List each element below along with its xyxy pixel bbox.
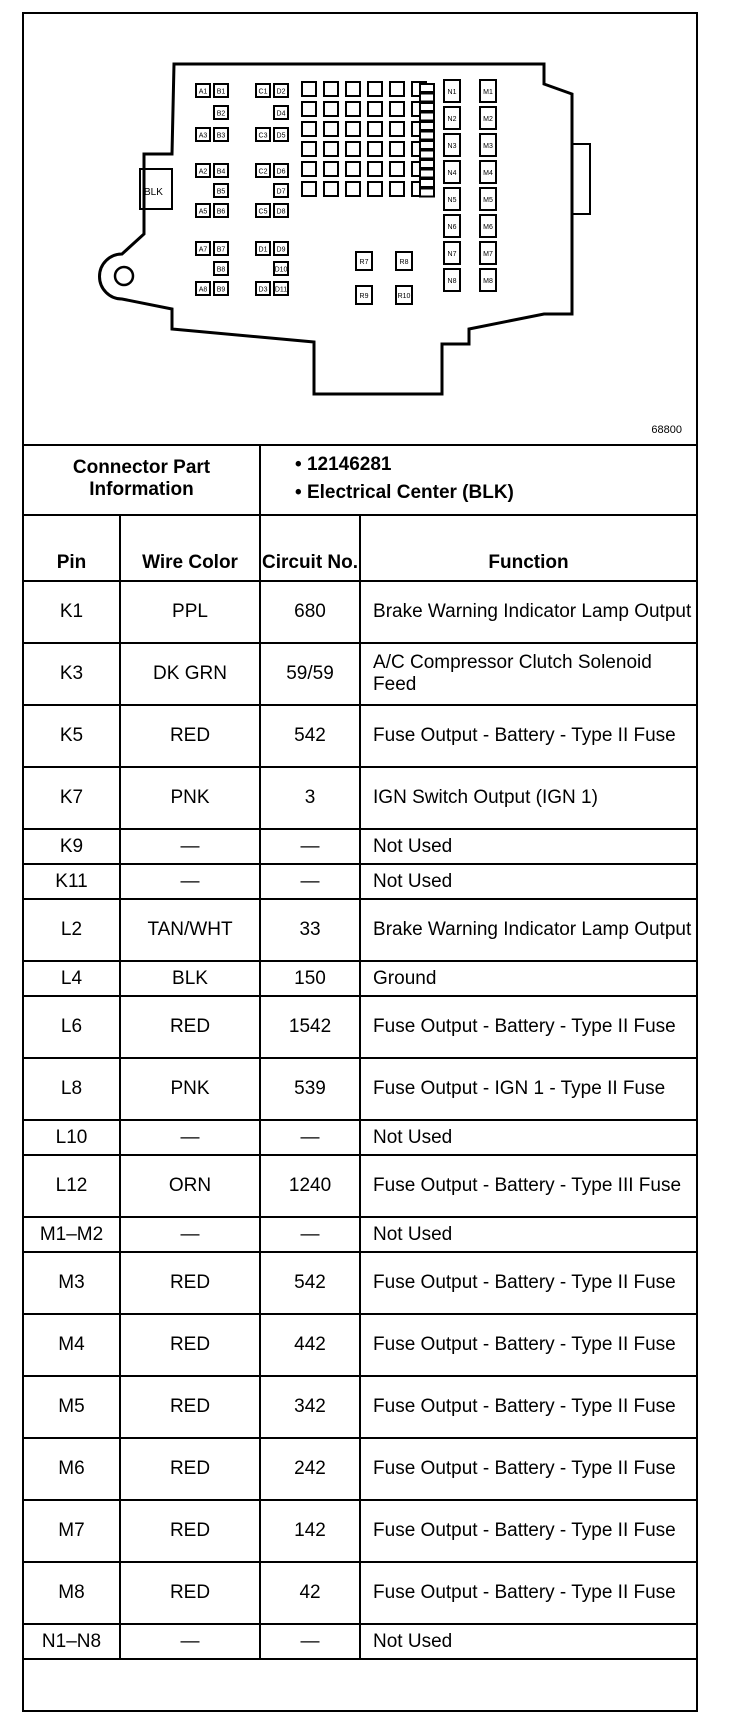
relay-pin	[390, 102, 404, 116]
k-slot	[420, 141, 434, 149]
table-row	[24, 1120, 696, 1155]
fuse-slot-label: B1	[216, 88, 226, 96]
circuit-cell: —	[260, 1120, 360, 1155]
table-row	[24, 1252, 696, 1314]
pin-rows	[24, 581, 696, 1659]
table-row	[24, 1562, 696, 1624]
fuse-slot-label: B3	[216, 132, 226, 140]
pin-cell: L12	[24, 1155, 120, 1217]
k-slot	[420, 84, 434, 92]
pin-cell: M5	[24, 1376, 120, 1438]
function-cell: Not Used	[360, 1624, 696, 1659]
table-row	[24, 1058, 696, 1120]
function-cell: A/C Compressor Clutch Solenoid Feed	[360, 643, 696, 705]
circuit-cell: 42	[260, 1562, 360, 1624]
wire-color-cell: —	[120, 1624, 260, 1659]
table-row	[24, 1217, 696, 1252]
function-cell: Fuse Output - Battery - Type II Fuse	[360, 1438, 696, 1500]
k-slot	[420, 160, 434, 168]
blk-label: BLK	[144, 187, 163, 198]
function-cell: Fuse Output - Battery - Type II Fuse	[360, 1562, 696, 1624]
wire-color-cell: —	[120, 1120, 260, 1155]
connector-description: • Electrical Center (BLK)	[295, 482, 514, 503]
k-slot	[420, 94, 434, 102]
pin-cell: M7	[24, 1500, 120, 1562]
table-row	[24, 581, 696, 643]
circuit-cell: 542	[260, 705, 360, 767]
fuse-slot-label: A7	[198, 246, 208, 254]
n-fuse-slot-label: N7	[447, 251, 457, 258]
wire-color-cell: RED	[120, 996, 260, 1058]
wire-color-cell: RED	[120, 1438, 260, 1500]
relay-pin	[324, 102, 338, 116]
circuit-cell: 3	[260, 767, 360, 829]
relay-pin	[302, 162, 316, 176]
circuit-cell: 33	[260, 899, 360, 961]
circuit-cell: 59/59	[260, 643, 360, 705]
relay-pin	[346, 122, 360, 136]
function-cell: Not Used	[360, 1120, 696, 1155]
wire-color-cell: TAN/WHT	[120, 899, 260, 961]
pin-cell: K5	[24, 705, 120, 767]
table-row	[24, 961, 696, 996]
n-fuse-slot-label: N8	[447, 278, 457, 285]
function-cell: Fuse Output - Battery - Type II Fuse	[360, 1314, 696, 1376]
circuit-cell: 142	[260, 1500, 360, 1562]
table-row	[24, 705, 696, 767]
wire-color-cell: RED	[120, 705, 260, 767]
fuse-slot-label: B6	[216, 208, 226, 216]
fuse-slot-label: C5	[258, 208, 268, 216]
side-latch	[572, 144, 590, 214]
relay-pin	[324, 82, 338, 96]
k-slot	[420, 132, 434, 140]
relay-pin	[390, 142, 404, 156]
pinout-table	[24, 444, 696, 1660]
relay-pin	[346, 102, 360, 116]
fuse-slot-label: A1	[198, 88, 208, 96]
function-cell: Brake Warning Indicator Lamp Output	[360, 899, 696, 961]
k-slot	[420, 122, 434, 130]
pin-cell: L6	[24, 996, 120, 1058]
relay-pin	[302, 182, 316, 196]
m-fuse-slot-label: M1	[483, 89, 493, 96]
header-function: Function	[360, 515, 696, 581]
connector-diagram	[24, 14, 696, 446]
table-row	[24, 1624, 696, 1659]
fuse-slot-label: C1	[258, 88, 268, 96]
k-slot	[420, 170, 434, 178]
function-cell: Fuse Output - IGN 1 - Type II Fuse	[360, 1058, 696, 1120]
part-number: • 12146281	[295, 454, 392, 475]
m-fuse-slot-label: M4	[483, 170, 493, 177]
m-fuse-slot-label: M3	[483, 143, 493, 150]
relay-pin	[368, 102, 382, 116]
pin-cell: L4	[24, 961, 120, 996]
circuit-cell: 242	[260, 1438, 360, 1500]
relay-pin	[390, 82, 404, 96]
connector-info-label	[24, 444, 260, 515]
function-cell: Fuse Output - Battery - Type II Fuse	[360, 1376, 696, 1438]
relay-pin	[368, 122, 382, 136]
function-cell: Not Used	[360, 864, 696, 899]
circuit-cell: 539	[260, 1058, 360, 1120]
connector-info-text: Connector Part Information	[72, 457, 211, 500]
relay-pin	[324, 122, 338, 136]
table-row	[24, 1314, 696, 1376]
fuse-slot-label: D1	[258, 246, 268, 254]
relay-slot-label: R9	[359, 293, 369, 300]
function-cell: Fuse Output - Battery - Type II Fuse	[360, 1252, 696, 1314]
k-slot	[420, 151, 434, 159]
circuit-cell: —	[260, 864, 360, 899]
pin-cell: L2	[24, 899, 120, 961]
fuse-slot-label: B8	[216, 266, 226, 274]
relay-pin	[390, 182, 404, 196]
pin-cell: M8	[24, 1562, 120, 1624]
k-slot	[420, 189, 434, 197]
n-fuse-slot-label: N3	[447, 143, 457, 150]
pin-cell: L8	[24, 1058, 120, 1120]
relay-pin	[302, 122, 316, 136]
circuit-cell: 542	[260, 1252, 360, 1314]
fuse-slot-label: D7	[276, 188, 286, 196]
n-fuse-slot-label: N1	[447, 89, 457, 96]
wire-color-cell: ORN	[120, 1155, 260, 1217]
table-row	[24, 643, 696, 705]
m-fuse-slot-label: M7	[483, 251, 493, 258]
pin-cell: K11	[24, 864, 120, 899]
k-slot	[420, 113, 434, 121]
relay-pin	[324, 182, 338, 196]
relay-pin	[390, 122, 404, 136]
relay-pin	[368, 142, 382, 156]
function-cell: Not Used	[360, 829, 696, 864]
fuse-slot-label: A8	[198, 286, 208, 294]
function-cell: Not Used	[360, 1217, 696, 1252]
wire-color-cell: PPL	[120, 581, 260, 643]
relay-pin	[346, 182, 360, 196]
wire-color-cell: —	[120, 829, 260, 864]
fuse-slot-label: D10	[274, 266, 288, 274]
wire-color-cell: RED	[120, 1314, 260, 1376]
wire-color-cell: RED	[120, 1500, 260, 1562]
function-cell: Fuse Output - Battery - Type II Fuse	[360, 705, 696, 767]
circuit-cell: —	[260, 1624, 360, 1659]
fuse-slot-label: B4	[216, 168, 226, 176]
function-cell: Ground	[360, 961, 696, 996]
pin-cell: M6	[24, 1438, 120, 1500]
circuit-cell: 442	[260, 1314, 360, 1376]
pin-cell: L10	[24, 1120, 120, 1155]
wire-color-cell: DK GRN	[120, 643, 260, 705]
wire-color-cell: PNK	[120, 767, 260, 829]
fuse-slot-label: A2	[198, 168, 208, 176]
pin-cell: N1–N8	[24, 1624, 120, 1659]
connector-sheet	[22, 12, 698, 1712]
table-row	[24, 1438, 696, 1500]
circuit-cell: 1240	[260, 1155, 360, 1217]
fuse-slot-label: C2	[258, 168, 268, 176]
fuse-slot-label: B7	[216, 246, 226, 254]
mount-hole	[115, 267, 133, 285]
electrical-center-drawing	[24, 14, 696, 444]
fuse-slot-label: A5	[198, 208, 208, 216]
wire-color-cell: RED	[120, 1376, 260, 1438]
relay-pin	[324, 142, 338, 156]
relay-slot-label: R7	[359, 259, 369, 266]
circuit-cell: 1542	[260, 996, 360, 1058]
fuse-slot-label: D6	[276, 168, 286, 176]
header-wire-color: Wire Color	[120, 515, 260, 581]
table-row	[24, 899, 696, 961]
table-row	[24, 1376, 696, 1438]
fuse-slot-label: D8	[276, 208, 286, 216]
fuse-slot-label: D11	[274, 286, 288, 294]
m-fuse-slot-label: M2	[483, 116, 493, 123]
relay-slot-label: R8	[399, 259, 409, 266]
relay-pin	[390, 162, 404, 176]
table-row	[24, 1500, 696, 1562]
fuse-slot-label: D4	[276, 110, 286, 118]
k-slot	[420, 103, 434, 111]
m-fuse-slot-label: M6	[483, 224, 493, 231]
n-fuse-slot-label: N4	[447, 170, 457, 177]
fuse-slot-label: D9	[276, 246, 286, 254]
header-pin: Pin	[24, 515, 120, 581]
pin-cell: M3	[24, 1252, 120, 1314]
relay-pin	[368, 162, 382, 176]
m-fuse-slot-label: M5	[483, 197, 493, 204]
k-slot	[420, 179, 434, 187]
fuse-slot-label: B2	[216, 110, 226, 118]
relay-pin	[346, 82, 360, 96]
fuse-slot-label: D3	[258, 286, 268, 294]
wire-color-cell: —	[120, 864, 260, 899]
function-cell: Fuse Output - Battery - Type II Fuse	[360, 1500, 696, 1562]
table-row	[24, 864, 696, 899]
n-fuse-slot-label: N5	[447, 197, 457, 204]
header-row	[24, 515, 696, 581]
wire-color-cell: PNK	[120, 1058, 260, 1120]
function-cell: Brake Warning Indicator Lamp Output	[360, 581, 696, 643]
n-fuse-slot-label: N2	[447, 116, 457, 123]
circuit-cell: 342	[260, 1376, 360, 1438]
relay-pin	[346, 162, 360, 176]
fuse-slot-label: B5	[216, 188, 226, 196]
table-row	[24, 996, 696, 1058]
function-cell: IGN Switch Output (IGN 1)	[360, 767, 696, 829]
fuse-slot-label: B9	[216, 286, 226, 294]
connector-info-values	[260, 444, 696, 515]
pin-cell: K9	[24, 829, 120, 864]
relay-slot-label: R10	[397, 293, 411, 300]
pin-cell: K7	[24, 767, 120, 829]
function-cell: Fuse Output - Battery - Type III Fuse	[360, 1155, 696, 1217]
n-fuse-slot-label: N6	[447, 224, 457, 231]
figure-id: 68800	[651, 424, 682, 436]
relay-pin	[302, 102, 316, 116]
fuse-slot-label: A3	[198, 132, 208, 140]
wire-color-cell: RED	[120, 1562, 260, 1624]
relay-pin	[302, 82, 316, 96]
m-fuse-slot-label: M8	[483, 278, 493, 285]
fuse-slot-label: D2	[276, 88, 286, 96]
pin-cell: K1	[24, 581, 120, 643]
table-row	[24, 767, 696, 829]
relay-pin	[368, 182, 382, 196]
circuit-cell: 150	[260, 961, 360, 996]
fuse-slot-label: D5	[276, 132, 286, 140]
header-circuit: Circuit No.	[260, 515, 360, 581]
relay-pin	[324, 162, 338, 176]
table-row	[24, 829, 696, 864]
pin-cell: K3	[24, 643, 120, 705]
pin-cell: M4	[24, 1314, 120, 1376]
fuse-slot-label: C3	[258, 132, 268, 140]
circuit-cell: 680	[260, 581, 360, 643]
connector-info-row	[24, 444, 696, 515]
circuit-cell: —	[260, 829, 360, 864]
table-row	[24, 1155, 696, 1217]
relay-pin	[346, 142, 360, 156]
pin-cell: M1–M2	[24, 1217, 120, 1252]
wire-color-cell: RED	[120, 1252, 260, 1314]
wire-color-cell: —	[120, 1217, 260, 1252]
relay-pin	[368, 82, 382, 96]
wire-color-cell: BLK	[120, 961, 260, 996]
function-cell: Fuse Output - Battery - Type II Fuse	[360, 996, 696, 1058]
circuit-cell: —	[260, 1217, 360, 1252]
relay-pin	[302, 142, 316, 156]
